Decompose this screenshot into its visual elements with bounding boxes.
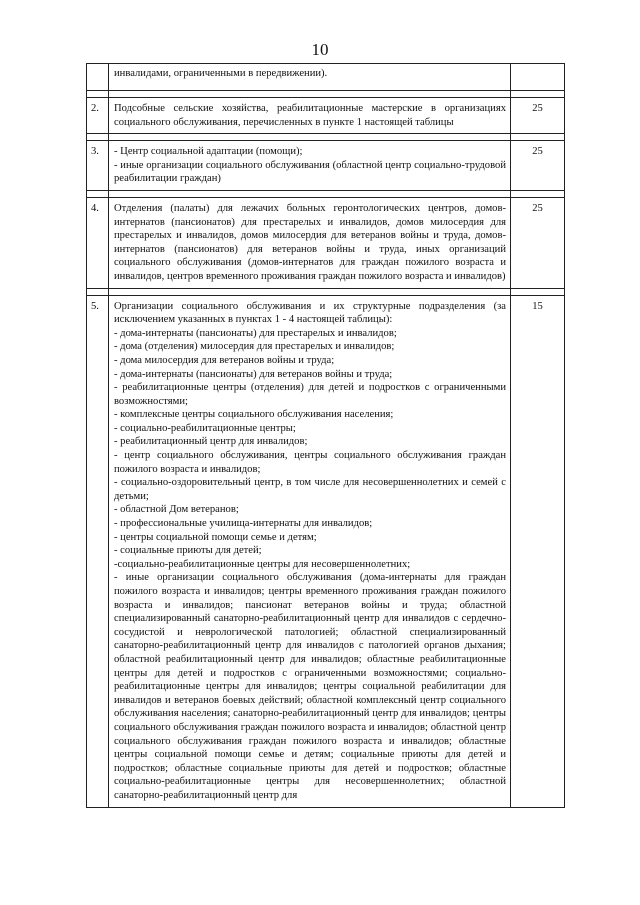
row-spacer	[87, 134, 565, 141]
row-number: 2.	[87, 98, 109, 134]
description-line: Организации социального обслуживания и их структурные подразделения (за исключением указанных в пунктах 1 - 4 настоящей таблицы):	[114, 300, 506, 326]
row-value: 25	[511, 141, 565, 191]
row-value: 25	[511, 98, 565, 134]
classification-table	[86, 63, 565, 808]
spacer-cell	[87, 91, 109, 98]
table-row	[87, 197, 565, 288]
row-description	[109, 197, 511, 288]
description-line: Отделения (палаты) для лежачих больных геронтологических центров, домов-интернатов (пансионатов) для престарелых и инвалидов, домов милосердия для престарелых и инвалидов, домов милосердия для ветеранов войны и труда, домов-интернатов (пансионатов) для ветеранов войны и труда, иных организаций социального обслуживания (домов-интернатов для граждан пожилого возраста и инвалидов, центров временного проживания граждан пожилого возраста и инвалидов)	[114, 202, 506, 282]
description-line: - Центр социальной адаптации (помощи);	[114, 146, 303, 158]
row-spacer	[87, 190, 565, 197]
description-line: - иные организации социального обслуживания (областной центр социально-трудовой реабилитации граждан)	[114, 159, 506, 185]
description-line: -социально-реабилитационные центры для несовершеннолетних;	[114, 558, 411, 570]
description-line: - социально-оздоровительный центр, в том числе для несовершеннолетних и семей с детьми;	[114, 477, 506, 502]
table-row	[87, 64, 565, 91]
description-line: - комплексные центры социального обслуживания населения;	[114, 409, 394, 421]
row-value	[511, 64, 565, 91]
row-value: 25	[511, 197, 565, 288]
description-line: - реабилитационный центр для инвалидов;	[114, 436, 308, 448]
row-value: 15	[511, 295, 565, 807]
description-line: - областной Дом ветеранов;	[114, 504, 239, 516]
row-description	[109, 295, 511, 807]
description-line: - дома милосердия для ветеранов войны и труда;	[114, 354, 335, 366]
description-line: - центр социального обслуживания, центры социального обслуживания граждан пожилого возраста и инвалидов;	[114, 450, 506, 475]
spacer-cell	[109, 91, 511, 98]
spacer-cell	[87, 134, 109, 141]
table-row	[87, 141, 565, 191]
spacer-cell	[511, 91, 565, 98]
spacer-cell	[109, 288, 511, 295]
description-line: - социальные приюты для детей;	[114, 545, 262, 557]
row-spacer	[87, 91, 565, 98]
description-line: - иные организации социального обслуживания (дома-интернаты для граждан пожилого возраста и инвалидов; центры временного проживания граждан пожилого возраста и инвалидов; пансионат ветеранов войны и труда; областной специализированный санаторно-реабилитационный центр для инвалидов с сердечно-сосудистой и неврологической патологией; областной специализированный санаторно-реабилитационный центр для инвалидов с патологией органов дыхания; областной реабилитационный центр для инвалидов; областные реабилитационные центры для детей и подростков с ограниченными возможностями; социально-реабилитационные центры для инвалидов; центры социальной реабилитации для инвалидов и ветеранов боевых действий; областной комплексный центр социального обслуживания населения; санаторно-реабилитационный центр для инвалидов; центры социального обслуживания граждан пожилого возраста и инвалидов; областной центр социального обслуживания граждан пожилого возраста и инвалидов; областные центры социальной помощи семье и детям; социальные приюты для детей и подростков; областные социальные приюты для детей и подростков; областные социально-реабилитационные центры для несовершеннолетних; областной санаторно-реабилитационный центр для	[114, 572, 506, 801]
description-line: - социально-реабилитационные центры;	[114, 422, 296, 434]
spacer-cell	[87, 190, 109, 197]
row-spacer	[87, 288, 565, 295]
description-line: Подсобные сельские хозяйства, реабилитационные мастерские в организациях социального обслуживания, перечисленных в пункте 1 настоящей таблицы	[114, 103, 506, 128]
row-number: 5.	[87, 295, 109, 807]
row-description	[109, 98, 511, 134]
table-row	[87, 98, 565, 134]
spacer-cell	[109, 134, 511, 141]
description-line: - дома-интернаты (пансионаты) для престарелых и инвалидов;	[114, 327, 397, 339]
spacer-cell	[511, 288, 565, 295]
spacer-cell	[511, 134, 565, 141]
spacer-cell	[109, 190, 511, 197]
description-line: - дома (отделения) милосердия для престарелых и инвалидов;	[114, 341, 395, 353]
description-line: инвалидами, ограниченными в передвижении).	[114, 68, 328, 79]
spacer-cell	[87, 288, 109, 295]
description-line: - центры социальной помощи семье и детям;	[114, 531, 317, 543]
description-line: - реабилитационные центры (отделения) для детей и подростков с ограниченными возможностями;	[114, 382, 506, 407]
row-description	[109, 64, 511, 91]
description-line: - дома-интернаты (пансионаты) для ветеранов войны и труда;	[114, 368, 393, 380]
row-number: 3.	[87, 141, 109, 191]
row-number	[87, 64, 109, 91]
row-number: 4.	[87, 197, 109, 288]
description-line: - профессиональные училища-интернаты для инвалидов;	[114, 518, 373, 530]
page-number: 10	[311, 40, 329, 59]
table-body	[87, 64, 565, 808]
row-description	[109, 141, 511, 191]
spacer-cell	[511, 190, 565, 197]
table-row	[87, 295, 565, 807]
